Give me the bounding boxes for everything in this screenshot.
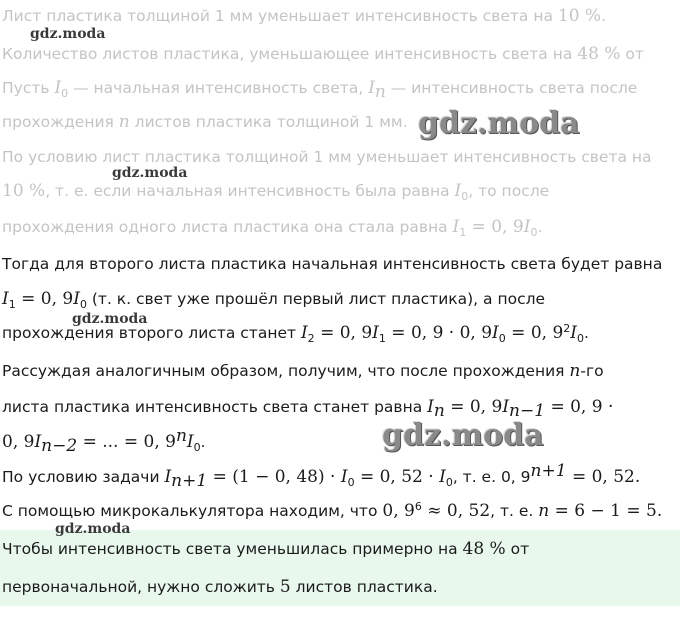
solution-line-3: прохождения второго листа станет $I_2 = 0$, $9I_1 = 0$, 9 · 0, $9I_0 = 0$, $9^2I_0$. <box>2 321 589 346</box>
solution-line-6: 0, $9I_{n-2}$ = ... = 0, $9^nI_0$. <box>2 425 206 457</box>
condition-line-1: По условию лист пластика толщиной 1 мм уменьшает интенсивность света на <box>2 148 652 166</box>
condition-line-3: прохождения одного листа пластика она стала равна $I_1 = 0$, $9I_0$. <box>2 217 543 240</box>
solution-line-8: С помощью микрокалькулятора находим, что 0, $9^6 \approx 0$, 52, т. е. n = 6 − 1 = 5. <box>2 499 663 521</box>
solution-line-5: листа пластика интенсивность света станет равна $I_n = 0$, $9I_{n-1} = 0$, 9 · <box>2 397 614 422</box>
solution-line-4: Рассуждая аналогичным образом, получим, что после прохождения n-го <box>2 361 604 381</box>
definition-line-1: Пусть $I_0$ — начальная интенсивность света, $I_n$ — интенсивность света после <box>2 78 638 103</box>
answer-line-2: первоначальной, нужно сложить 5 листов пластика. <box>2 577 438 597</box>
problem-statement-line-1: Лист пластика толщиной 1 мм уменьшает интенсивность света на 10 %. <box>2 6 607 26</box>
answer-line-1: Чтобы интенсивность света уменьшилась примерно на 48 % от <box>2 539 530 559</box>
problem-statement-line-2: Количество листов пластика, уменьшающее интенсивность света на 48 % от <box>2 44 644 64</box>
solution-line-2: $I_1 = 0$, $9I_0$ (т. к. свет уже прошёл первый лист пластика), а после <box>2 289 546 312</box>
watermark: gdz.moda <box>112 165 188 181</box>
watermark: gdz.moda <box>382 418 544 453</box>
watermark: gdz.moda <box>55 521 131 537</box>
watermark: gdz.moda <box>418 106 580 141</box>
condition-line-2: 10 %, т. е. если начальная интенсивность была равна $I_0$, то после <box>2 181 550 204</box>
solution-line-1: Тогда для второго листа пластика начальная интенсивность света будет равна <box>2 255 663 273</box>
definition-line-2: прохождения n листов пластика толщиной 1 мм. <box>2 112 408 132</box>
watermark: gdz.moda <box>30 26 106 42</box>
watermark: gdz.moda <box>72 311 148 327</box>
solution-line-7: По условию задачи $I_{n+1} = (1 - 0$, $48) \cdot I_0 = 0$, $52 \cdot I_0$, т. е. 0, $9^{n+1} = 0$, 52. <box>2 460 641 492</box>
